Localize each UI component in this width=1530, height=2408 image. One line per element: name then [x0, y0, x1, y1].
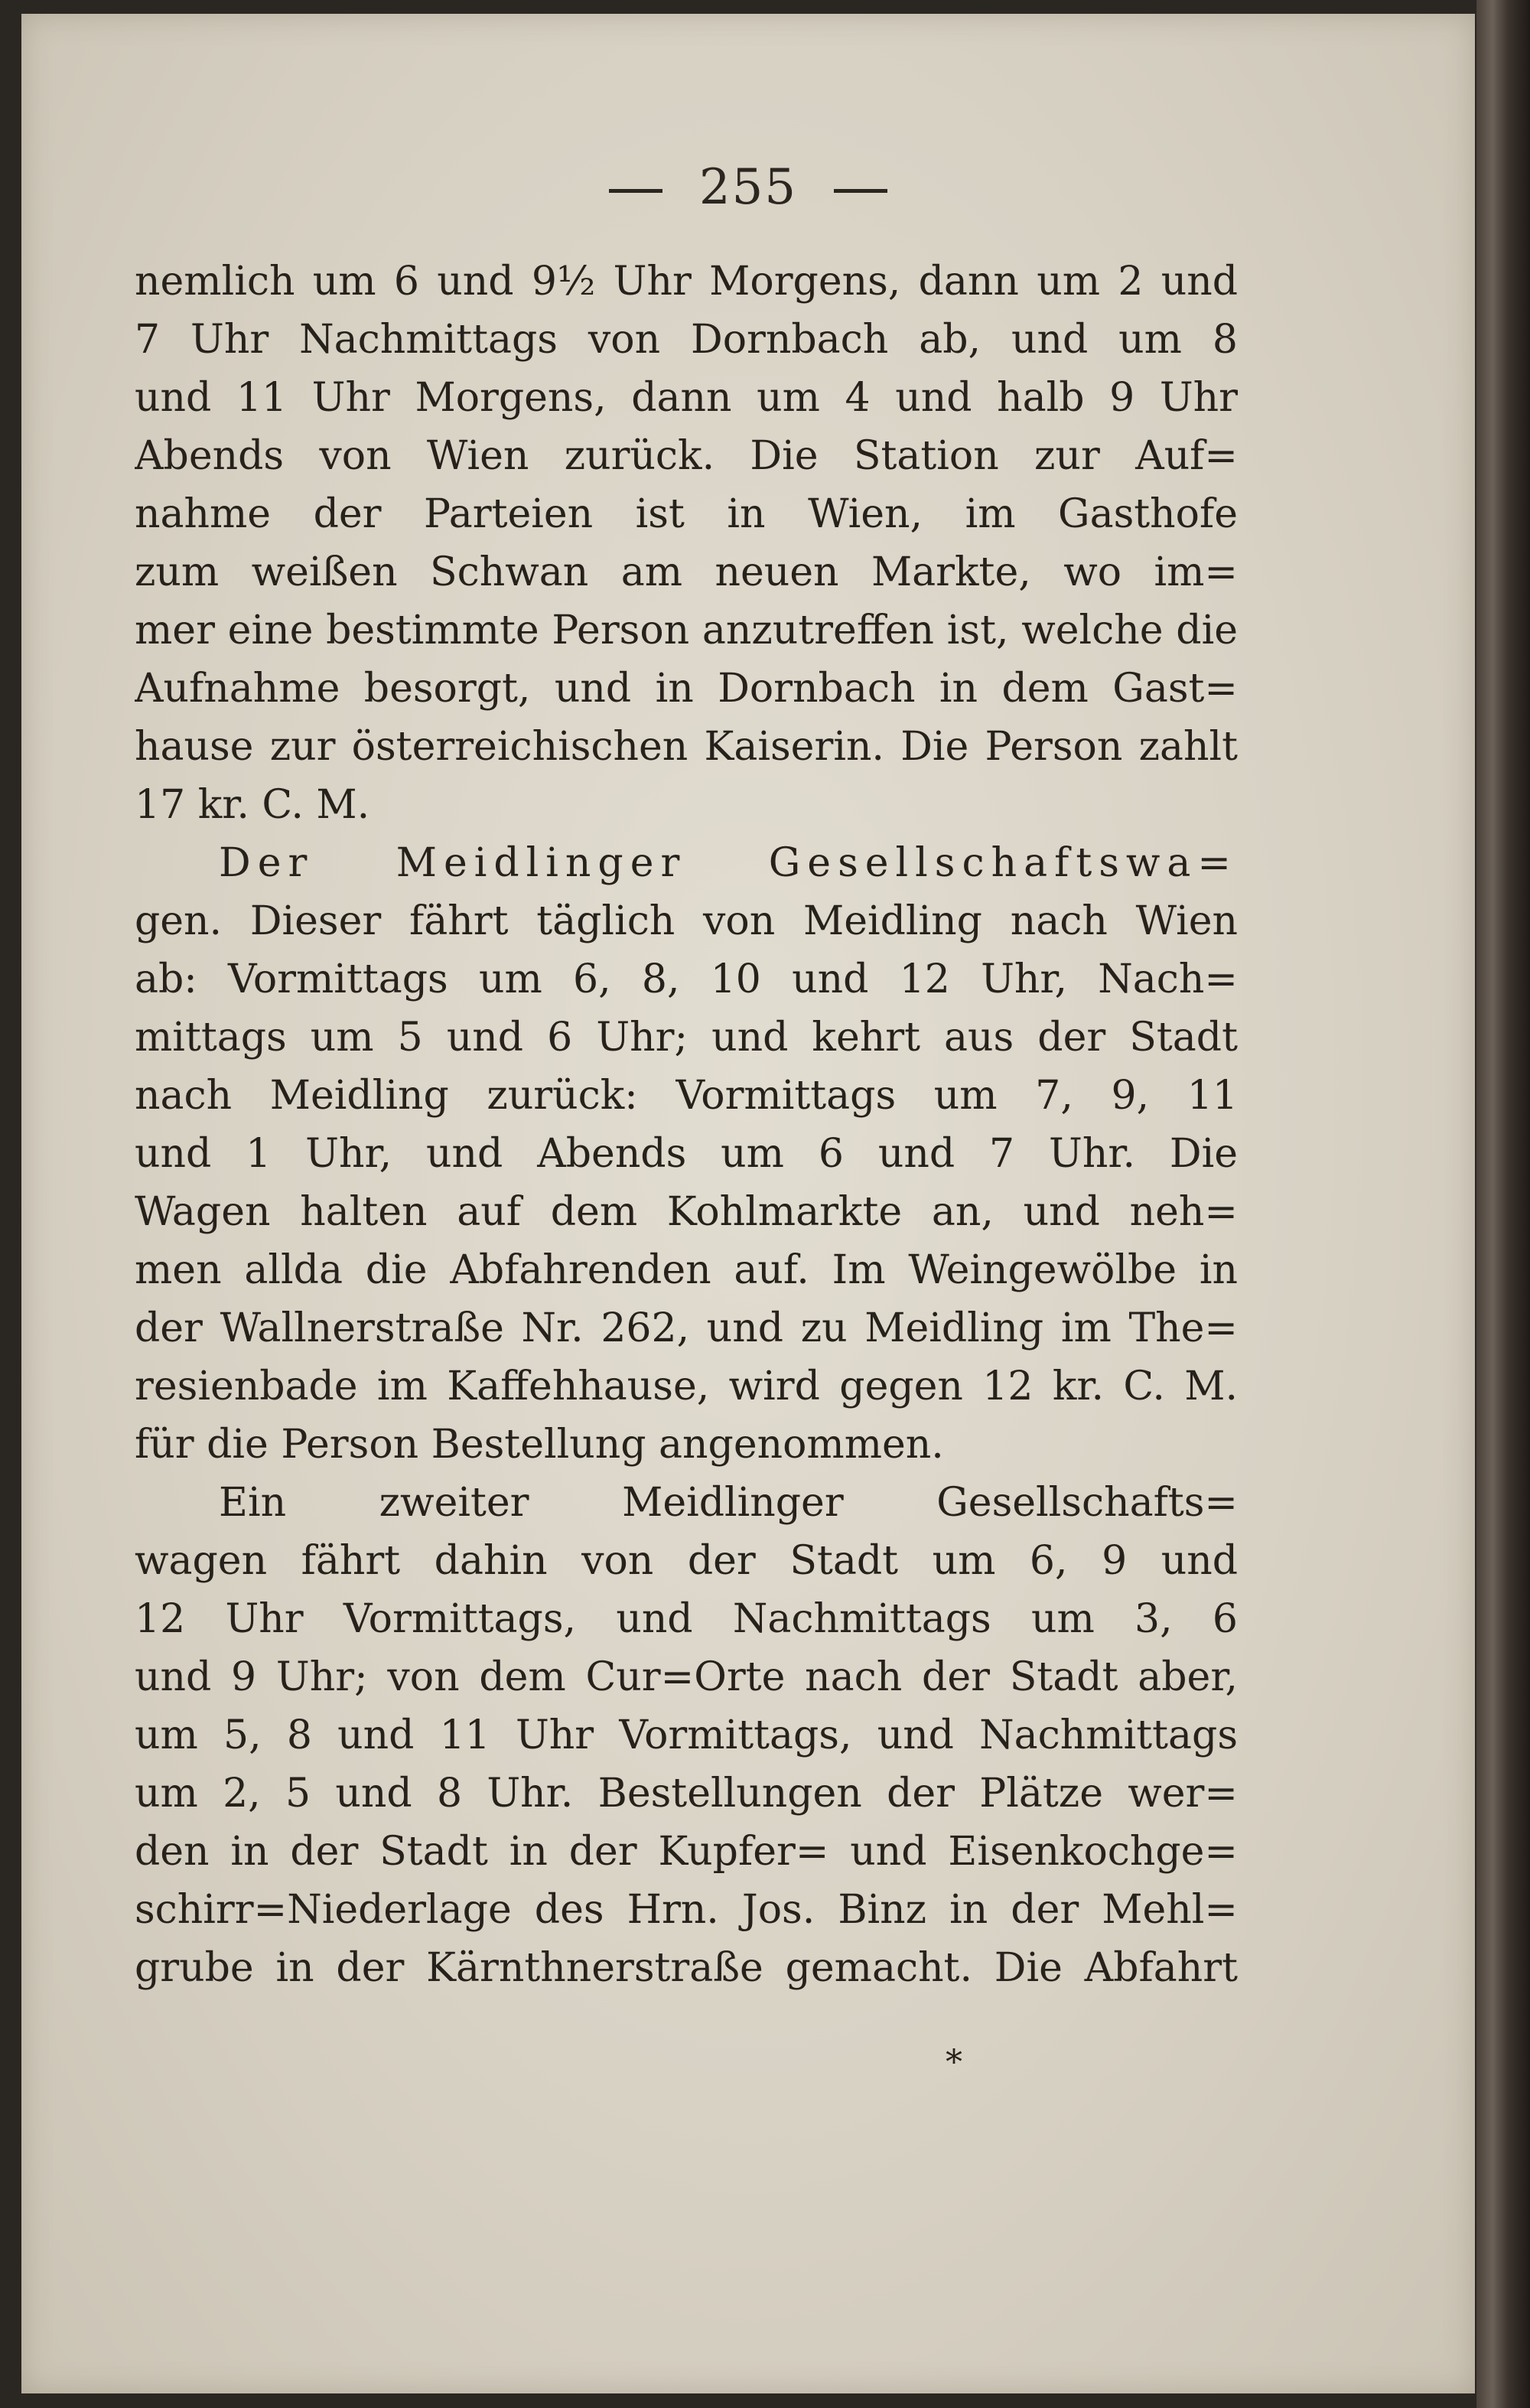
paragraph-start-line: Ein zweiter Meidlinger Gesellschafts=	[219, 1480, 1238, 1526]
header-dash-left	[609, 189, 662, 193]
text-line: nemlich um 6 und 9½ Uhr Morgens, dann um 2 und	[135, 259, 1238, 305]
page-number: 255	[698, 159, 798, 216]
text-line: 17 kr. C. M.	[135, 782, 370, 828]
text-line: hause zur österreichischen Kaiserin. Die Person zahlt	[135, 724, 1238, 770]
paragraph-start-line: Der Meidlinger Gesellschaftswa=	[219, 840, 1238, 886]
text-line: um 2, 5 und 8 Uhr. Bestellungen der Plätze wer=	[135, 1771, 1238, 1817]
text-line: zum weißen Schwan am neuen Markte, wo im=	[135, 549, 1238, 595]
text-line: der Wallnerstraße Nr. 262, und zu Meidling im The=	[135, 1305, 1238, 1351]
text-line: 12 Uhr Vormittags, und Nachmittags um 3, 6	[135, 1596, 1238, 1642]
text-line: men allda die Abfahrenden auf. Im Weingewölbe in	[135, 1247, 1238, 1293]
book-edge	[1476, 0, 1530, 2408]
text-line: gen. Dieser fährt täglich von Meidling nach Wien	[135, 898, 1238, 944]
text-line: grube in der Kärnthnerstraße gemacht. Die Abfahrt	[135, 1945, 1238, 1991]
text-line: nahme der Parteien ist in Wien, im Gasthofe	[135, 491, 1238, 537]
text-line: resienbade im Kaffehhause, wird gegen 12 kr. C. M.	[135, 1364, 1238, 1409]
text-line: 7 Uhr Nachmittags von Dornbach ab, und um 8	[135, 317, 1238, 363]
body-text	[135, 253, 1238, 1997]
text-line: wagen fährt dahin von der Stadt um 6, 9 und	[135, 1538, 1238, 1584]
text-line: ab: Vormittags um 6, 8, 10 und 12 Uhr, Nach=	[135, 956, 1238, 1002]
text-line: nach Meidling zurück: Vormittags um 7, 9, 11	[135, 1073, 1238, 1119]
page-sheet	[21, 14, 1475, 2393]
text-line: um 5, 8 und 11 Uhr Vormittags, und Nachmittags	[135, 1712, 1238, 1758]
page-header	[21, 159, 1475, 216]
text-line: mittags um 5 und 6 Uhr; und kehrt aus der Stadt	[135, 1015, 1238, 1061]
text-line: und 9 Uhr; von dem Cur=Orte nach der Stadt aber,	[135, 1654, 1238, 1700]
text-line: Aufnahme besorgt, und in Dornbach in dem Gast=	[135, 666, 1238, 712]
text-line: und 1 Uhr, und Abends um 6 und 7 Uhr. Die	[135, 1131, 1238, 1177]
text-line: für die Person Bestellung angenommen.	[135, 1422, 944, 1468]
header-dash-right	[834, 189, 887, 193]
text-line: Wagen halten auf dem Kohlmarkte an, und neh=	[135, 1189, 1238, 1235]
text-line: den in der Stadt in der Kupfer= und Eisenkochge=	[135, 1829, 1238, 1875]
text-line: mer eine bestimmte Person anzutreffen ist, welche die	[135, 608, 1238, 653]
text-line: und 11 Uhr Morgens, dann um 4 und halb 9 Uhr	[135, 375, 1238, 421]
signature-mark: *	[946, 2043, 962, 2082]
text-line: Abends von Wien zurück. Die Station zur Auf=	[135, 433, 1238, 479]
text-line: schirr=Niederlage des Hrn. Jos. Binz in der Mehl=	[135, 1887, 1238, 1933]
